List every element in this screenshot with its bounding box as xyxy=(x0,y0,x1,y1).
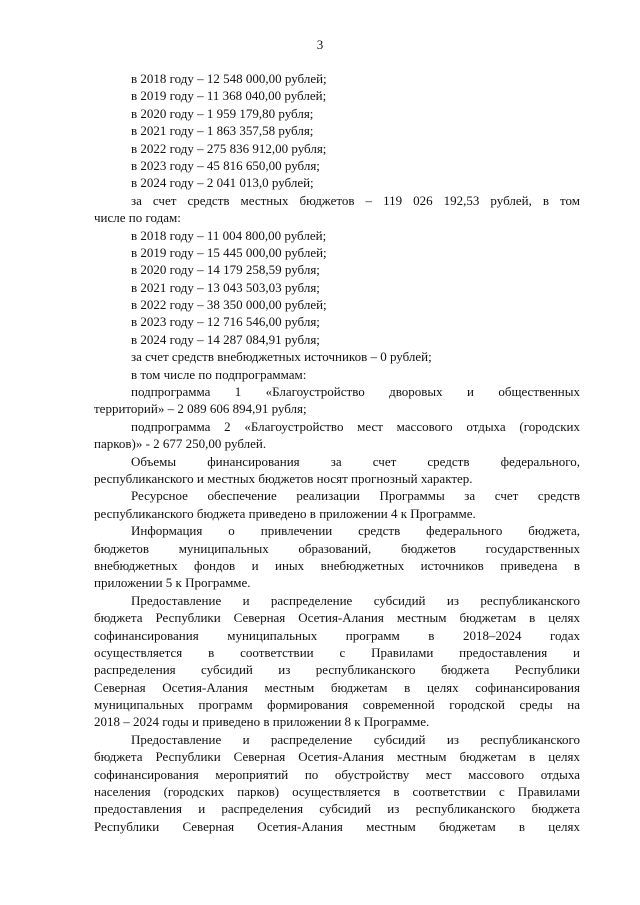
info-line: приложении 5 к Программе. xyxy=(94,575,251,591)
subsidies1-line: муниципальных программ формирования современной городской среды на xyxy=(94,697,580,713)
forecast-line: республиканского и местных бюджетов носят прогнозный характер. xyxy=(94,470,473,486)
local-year-2024: в 2024 году – 14 287 084,91 рубля; xyxy=(131,331,320,347)
subsidies1-line: бюджета Республики Северная Осетия-Алания местным бюджетам в целях xyxy=(94,610,580,626)
local-intro-line: за счет средств местных бюджетов – 119 026 192,53 рублей, в том xyxy=(131,192,580,208)
local-year-2019: в 2019 году – 15 445 000,00 рублей; xyxy=(131,244,327,260)
subsidies2-line: Республики Северная Осетия-Алания местным бюджетам в целях xyxy=(94,818,580,834)
subprogram2-line: парков)» - 2 677 250,00 рублей. xyxy=(94,436,267,452)
subprogram2-line: подпрограмма 2 «Благоустройство мест массового отдыха (городских xyxy=(131,418,580,434)
resources-line: республиканского бюджета приведено в приложении 4 к Программе. xyxy=(94,505,476,521)
subsidies1-line: осуществляется в соответствии с Правилами предоставления и xyxy=(94,644,580,660)
subprograms-intro: в том числе по подпрограммам: xyxy=(131,366,307,382)
resources-line: Ресурсное обеспечение реализации Программы за счет средств xyxy=(131,488,580,504)
subsidies1-line: Северная Осетия-Алания местным бюджетам в целях софинансирования xyxy=(94,679,580,695)
local-intro-line: числе по годам: xyxy=(94,210,181,226)
subsidies1-line: распределения субсидий из республиканского бюджета Республики xyxy=(94,662,580,678)
subsidies2-line: бюджета Республики Северная Осетия-Алания местным бюджетам в целях xyxy=(94,749,580,765)
document-body xyxy=(94,70,580,835)
subsidies2-line: софинансирования мероприятий по обустройству мест массового отдыха xyxy=(94,766,580,782)
forecast-line: Объемы финансирования за счет средств федерального, xyxy=(131,453,580,469)
subsidies1-line: 2018 – 2024 годы и приведено в приложении 8 к Программе. xyxy=(94,714,430,730)
regional-year-2024: в 2024 году – 2 041 013,0 рублей; xyxy=(131,175,314,191)
local-year-2020: в 2020 году – 14 179 258,59 рубля; xyxy=(131,262,320,278)
regional-year-2020: в 2020 году – 1 959 179,80 рубля; xyxy=(131,105,314,121)
regional-year-2021: в 2021 году – 1 863 357,58 рубля; xyxy=(131,123,314,139)
regional-year-2023: в 2023 году – 45 816 650,00 рубля; xyxy=(131,157,320,173)
local-year-2022: в 2022 году – 38 350 000,00 рублей; xyxy=(131,297,327,313)
regional-year-2018: в 2018 году – 12 548 000,00 рублей; xyxy=(131,71,327,86)
subsidies1-line: Предоставление и распределение субсидий из республиканского xyxy=(131,592,580,608)
info-line: Информация о привлечении средств федерального бюджета, xyxy=(131,523,580,539)
info-line: бюджетов муниципальных образований, бюджетов государственных xyxy=(94,540,580,556)
subsidies2-line: населения (городских парков) осуществляется в соответствии с Правилами xyxy=(94,784,580,800)
subprogram1-line: подпрограмма 1 «Благоустройство дворовых и общественных xyxy=(131,384,580,400)
offbudget-line: за счет средств внебюджетных источников – 0 рублей; xyxy=(131,349,432,365)
local-year-2023: в 2023 году – 12 716 546,00 рубля; xyxy=(131,314,320,330)
subsidies2-line: предоставления и распределения субсидий из республиканского бюджета xyxy=(94,801,580,817)
regional-year-2019: в 2019 году – 11 368 040,00 рублей; xyxy=(131,88,327,104)
subsidies2-line: Предоставление и распределение субсидий из республиканского xyxy=(131,731,580,747)
local-year-2018: в 2018 году – 11 004 800,00 рублей; xyxy=(131,227,327,243)
subprogram1-line: территорий» – 2 089 606 894,91 рубля; xyxy=(94,401,307,417)
regional-year-2022: в 2022 году – 275 836 912,00 рубля; xyxy=(131,140,327,156)
info-line: внебюджетных фондов и иных внебюджетных источников приведена в xyxy=(94,557,580,573)
local-year-2021: в 2021 году – 13 043 503,03 рубля; xyxy=(131,279,320,295)
page-number: 3 xyxy=(316,37,324,52)
subsidies1-line: софинансирования муниципальных программ в 2018–2024 годах xyxy=(94,627,580,643)
